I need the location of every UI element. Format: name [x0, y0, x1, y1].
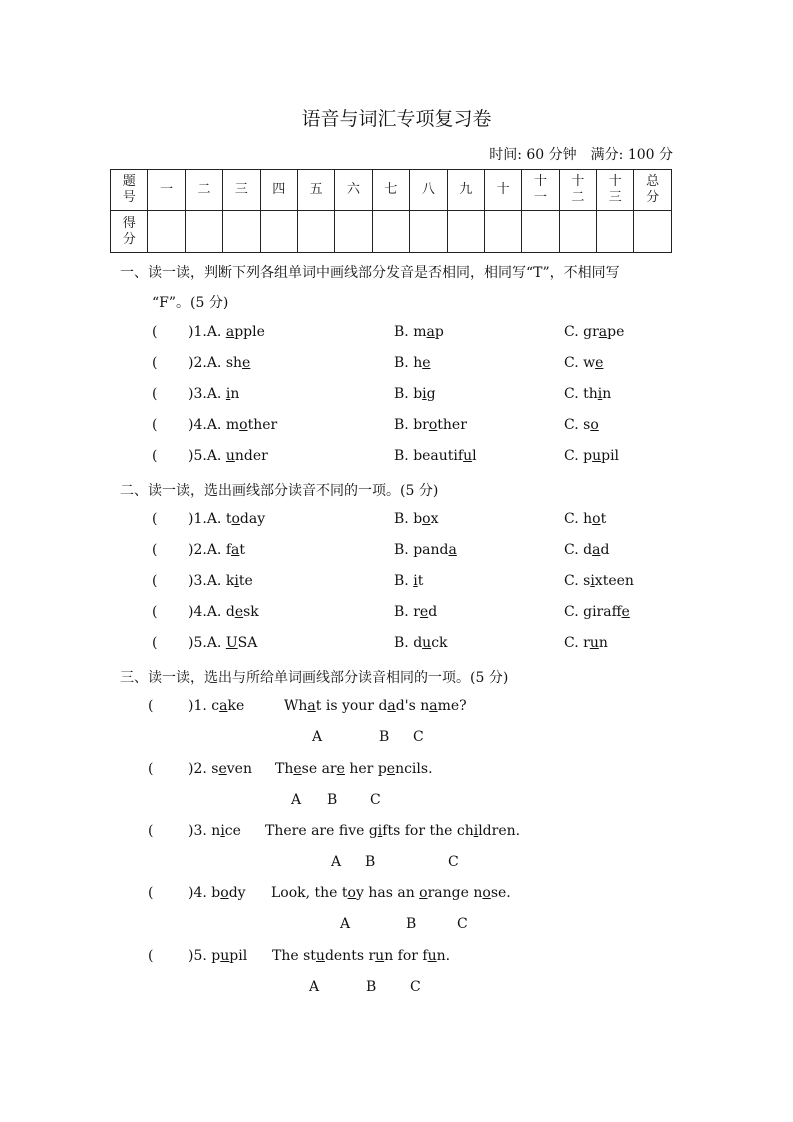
option-b: [394, 324, 444, 340]
answer-parens: (: [148, 761, 154, 777]
score-cell: [559, 211, 596, 253]
underlined-letters: o: [347, 885, 356, 901]
option-c: [564, 573, 634, 589]
question-number: )5.A.: [188, 448, 226, 464]
word-c: C. thin: [564, 386, 612, 402]
answer-parens: (: [148, 885, 154, 901]
option-b: [394, 417, 467, 433]
underlined-letters: i: [225, 386, 231, 402]
score-cell: [410, 211, 447, 253]
question-number: )2.: [188, 761, 212, 777]
score-cell: [223, 211, 260, 253]
underlined-letters: o: [231, 511, 240, 527]
page-title: 语音与词汇专项复习卷: [301, 108, 492, 130]
option-c: [564, 355, 603, 371]
underlined-letters: o: [592, 511, 601, 527]
option-a: [188, 604, 259, 620]
given-word: [188, 823, 241, 839]
answer-parens: (: [152, 386, 158, 402]
score-cell: [148, 211, 185, 253]
question-number: )2.A.: [188, 355, 226, 371]
underlined-letters: u: [589, 635, 599, 651]
word-a: mother: [225, 417, 278, 433]
answer-parens: (: [152, 511, 158, 527]
option-a: [188, 417, 277, 433]
score-cell: [634, 211, 671, 253]
section2-heading: 二、读一读，选出画线部分读音不同的一项。(5 分): [120, 483, 439, 499]
option-b: [394, 355, 431, 371]
underlined-letters: i: [377, 823, 383, 839]
option-a: [188, 324, 265, 340]
word-c: C. pupil: [564, 448, 620, 464]
underlined-letters: o: [239, 417, 248, 433]
header-cell: 四: [260, 170, 297, 211]
underlined-letters: o: [428, 417, 438, 433]
answer-parens: (: [152, 635, 158, 651]
option-label: C: [410, 979, 421, 995]
option-a: [188, 448, 268, 464]
underlined-letters: i: [597, 386, 603, 402]
option-label: A: [340, 916, 351, 932]
option-label: A: [331, 854, 342, 870]
option-a: [188, 635, 257, 651]
word: nice: [211, 823, 241, 839]
score-table: [110, 169, 672, 253]
exam-info: [489, 144, 673, 164]
word-c: C. so: [564, 417, 599, 433]
underlined-letters: i: [473, 823, 479, 839]
answer-parens: (: [152, 355, 158, 371]
option-c: [564, 542, 609, 558]
question-number: )3.A.: [188, 573, 226, 589]
option-c: [564, 324, 624, 340]
underlined-letters: i: [234, 573, 239, 589]
word-a: kite: [225, 573, 253, 589]
header-label: 题 号: [111, 170, 148, 211]
underlined-letters: a: [426, 324, 435, 340]
score-cell: [185, 211, 222, 253]
underlined-letters: u: [592, 448, 602, 464]
underlined-letters: i: [220, 823, 225, 839]
answer-parens: (: [152, 448, 158, 464]
score-cell: [372, 211, 409, 253]
underlined-letters: e: [293, 761, 302, 777]
underlined-letters: e: [419, 604, 429, 620]
question-number: )5.: [188, 948, 212, 964]
question-number: )1.A.: [188, 324, 226, 340]
word: pupil: [211, 948, 248, 964]
option-b: [394, 448, 477, 464]
option-b: [394, 635, 448, 651]
underlined-letters: i: [422, 386, 427, 402]
option-label: B: [365, 854, 376, 870]
option-label: C: [370, 792, 381, 808]
underlined-letters: u: [225, 448, 235, 464]
header-cell: 十 一: [522, 170, 559, 211]
given-word: [188, 885, 246, 901]
option-label: A: [309, 979, 320, 995]
underlined-letters: u: [315, 948, 325, 964]
underlined-letters: U: [225, 635, 238, 651]
option-label: C: [448, 854, 459, 870]
score-cell: [484, 211, 521, 253]
word-b: B. big: [394, 386, 436, 402]
word-b: B. brother: [394, 417, 467, 433]
header-cell: 八: [410, 170, 447, 211]
option-a: [188, 573, 253, 589]
question-number: )1.: [188, 698, 212, 714]
score-label: 得 分: [111, 211, 148, 253]
word: seven: [211, 761, 252, 777]
underlined-letters: o: [482, 885, 491, 901]
given-word: [188, 948, 247, 964]
answer-parens: (: [148, 948, 154, 964]
sentence: [284, 698, 467, 714]
option-c: [564, 511, 606, 527]
option-a: [188, 542, 245, 558]
answer-parens: (: [152, 604, 158, 620]
header-cell: 三: [223, 170, 260, 211]
option-b: [394, 542, 457, 558]
option-c: [564, 604, 630, 620]
time-limit: 时间: 60 分钟: [489, 147, 577, 163]
word-c: C. giraffe: [564, 604, 630, 620]
underlined-letters: a: [231, 542, 240, 558]
answer-parens: (: [152, 324, 158, 340]
answer-parens: (: [148, 698, 154, 714]
option-a: [188, 355, 250, 371]
header-cell: 七: [372, 170, 409, 211]
word-b: B. duck: [394, 635, 448, 651]
underlined-letters: a: [307, 698, 316, 714]
sentence: [271, 885, 511, 901]
answer-parens: (: [152, 573, 158, 589]
underlined-letters: u: [220, 948, 230, 964]
score-cell: [335, 211, 372, 253]
option-b: [394, 573, 423, 589]
answer-parens: (: [148, 823, 154, 839]
sentence-text: There are fve gifts for the children.: [265, 823, 521, 839]
option-b: [394, 604, 437, 620]
header-cell: 二: [185, 170, 222, 211]
option-a: [188, 511, 265, 527]
given-word: [188, 761, 252, 777]
header-cell: 十: [484, 170, 521, 211]
underlined-letters: i: [413, 573, 418, 589]
word-a: desk: [225, 604, 259, 620]
section1-heading: 一、读一读，判断下列各组单词中画线部分发音是否相同，相同写“T”，不相同写: [120, 265, 620, 281]
header-cell: 九: [447, 170, 484, 211]
header-cell: 总 分: [634, 170, 671, 211]
word-c: C. grape: [564, 324, 625, 340]
word-b: B. it: [394, 573, 424, 589]
section3-heading: 三、读一读，选出与所给单词画线部分读音相同的一项。(5 分): [120, 670, 509, 686]
option-label: B: [406, 916, 417, 932]
underlined-letters: e: [595, 355, 604, 371]
sentence-text: The students run for fun.: [272, 948, 451, 964]
word-a: in: [225, 386, 240, 402]
word-a: she: [225, 355, 251, 371]
word-b: B. map: [394, 324, 444, 340]
full-score: 满分: 100 分: [590, 147, 673, 163]
word-c: C. run: [564, 635, 608, 651]
section1-heading-cont: “F”。(5 分): [152, 295, 229, 311]
option-c: [564, 386, 611, 402]
question-number: )4.: [188, 885, 212, 901]
option-label: A: [312, 729, 323, 745]
sentence-text: These are her pencils.: [275, 761, 433, 777]
underlined-letters: o: [220, 885, 229, 901]
underlined-letters: e: [218, 761, 227, 777]
header-cell: 十 二: [559, 170, 596, 211]
option-label: C: [457, 916, 468, 932]
sentence-text: Look, the toy has an orange nose.: [271, 885, 511, 901]
sentence: [275, 761, 433, 777]
underlined-letters: o: [419, 885, 428, 901]
score-cell: [447, 211, 484, 253]
question-number: )5.A.: [188, 635, 226, 651]
question-number: )1.A.: [188, 511, 226, 527]
option-b: [394, 386, 436, 402]
option-c: [564, 417, 599, 433]
underlined-letters: u: [463, 448, 473, 464]
underlined-letters: a: [387, 698, 396, 714]
underlined-letters: e: [234, 604, 244, 620]
word-b: B. box: [394, 511, 439, 527]
header-cell: 六: [335, 170, 372, 211]
header-cell: 五: [297, 170, 334, 211]
sentence: [265, 823, 520, 839]
header-cell: 十 三: [597, 170, 634, 211]
word-b: B. red: [394, 604, 438, 620]
header-cell: 一: [148, 170, 185, 211]
word: cake: [211, 698, 245, 714]
question-number: )2.A.: [188, 542, 226, 558]
word-c: C. dad: [564, 542, 610, 558]
underlined-letters: o: [422, 511, 431, 527]
sentence: [272, 948, 450, 964]
underlined-letters: e: [386, 761, 396, 777]
word-c: C. hot: [564, 511, 607, 527]
sentence-text: What is your dad's name?: [284, 698, 467, 714]
score-cell: [522, 211, 559, 253]
option-a: [188, 386, 239, 402]
word-b: B. he: [394, 355, 431, 371]
option-label: B: [366, 979, 377, 995]
option-c: [564, 448, 619, 464]
option-label: C: [413, 729, 424, 745]
word-a: today: [225, 511, 266, 527]
word-a: USA: [225, 635, 258, 651]
underlined-letters: e: [242, 355, 251, 371]
underlined-letters: u: [375, 948, 385, 964]
underlined-letters: a: [598, 324, 608, 340]
underlined-letters: a: [225, 324, 235, 340]
word-b: B. beautiful: [394, 448, 477, 464]
word: body: [211, 885, 246, 901]
question-number: )4.A.: [188, 604, 226, 620]
question-number: )3.: [188, 823, 212, 839]
answer-parens: (: [152, 542, 158, 558]
underlined-letters: e: [621, 604, 630, 620]
underlined-letters: a: [219, 698, 228, 714]
score-cell: [297, 211, 334, 253]
score-cell: [260, 211, 297, 253]
option-c: [564, 635, 608, 651]
option-label: A: [291, 792, 302, 808]
underlined-letters: e: [422, 355, 431, 371]
word-a: fat: [225, 542, 246, 558]
underlined-letters: i: [590, 573, 595, 589]
underlined-letters: o: [590, 417, 599, 433]
answer-parens: (: [152, 417, 158, 433]
word-a: apple: [225, 324, 265, 340]
underlined-letters: a: [429, 698, 438, 714]
option-label: B: [379, 729, 390, 745]
underlined-letters: a: [448, 542, 457, 558]
word-a: under: [225, 448, 268, 464]
word-c: C. we: [564, 355, 604, 371]
question-number: )4.A.: [188, 417, 226, 433]
word-c: C. sixteen: [564, 573, 634, 589]
underlined-letters: a: [592, 542, 601, 558]
option-b: [394, 511, 439, 527]
option-label: B: [327, 792, 338, 808]
underlined-letters: e: [336, 761, 345, 777]
question-number: )3.A.: [188, 386, 226, 402]
underlined-letters: u: [422, 635, 432, 651]
word-b: B. panda: [394, 542, 457, 558]
given-word: [188, 698, 244, 714]
underlined-letters: u: [427, 948, 437, 964]
score-cell: [597, 211, 634, 253]
